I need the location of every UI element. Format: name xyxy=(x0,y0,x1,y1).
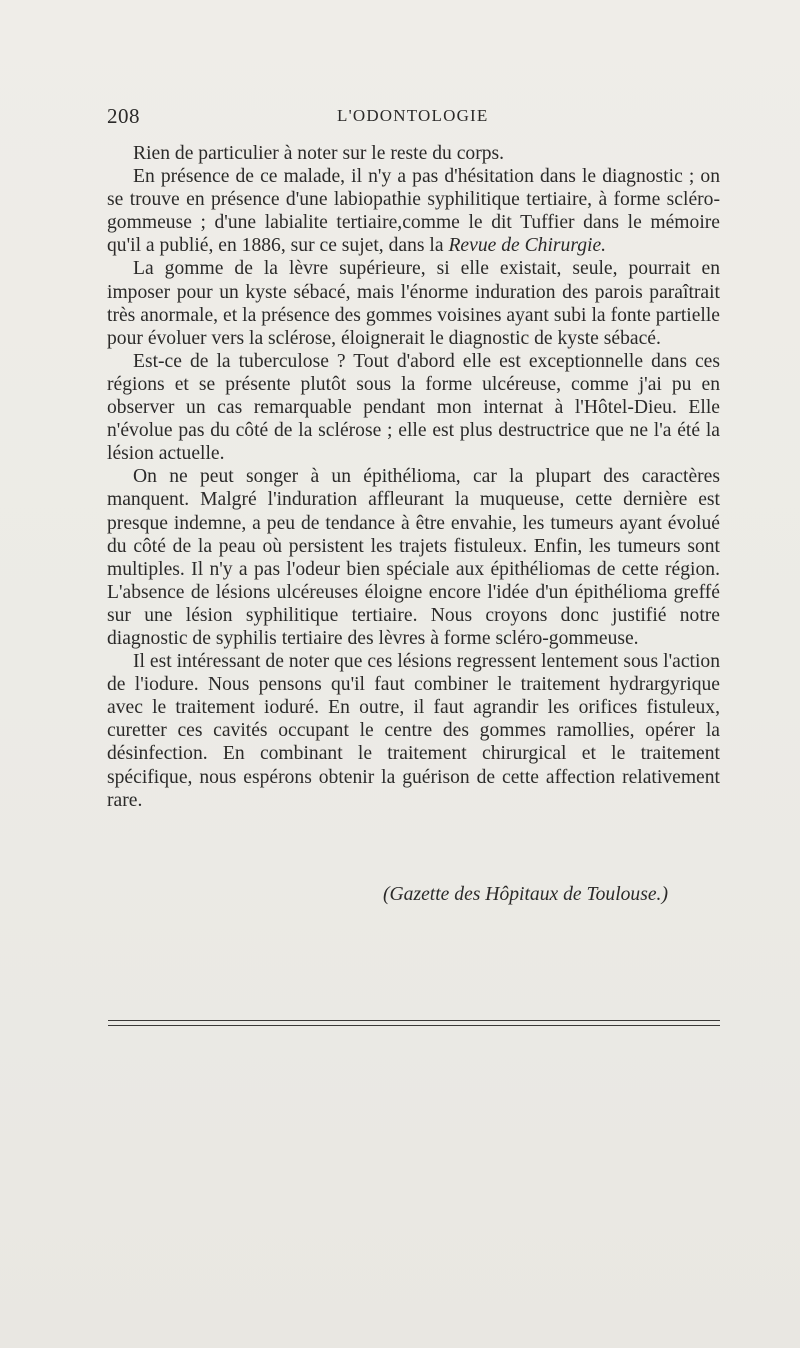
page-header xyxy=(107,104,719,134)
double-rule-divider xyxy=(108,1020,720,1026)
running-head: L'ODONTOLOGIE xyxy=(337,106,489,125)
paragraph-4: Est-ce de la tuberculose ? Tout d'abord elle est exceptionnelle dans ces régions et se présente plutôt sous la forme ulcéreuse, comme j'ai pu en observer un cas remarquable pendant mon internat à l'Hôtel-Dieu. Elle n'évolue pas du côté de la sclérose ; elle est plus destructrice que ne l'a été la lésion actuelle. xyxy=(107,350,720,465)
paragraph-3: La gomme de la lèvre supérieure, si elle existait, seule, pourrait en imposer pour un kyste sébacé, mais l'énorme induration des parois paraîtrait très anormale, et la présence des gommes voisines ayant subi la fonte partielle pour évoluer vers la sclérose, éloignerait le diagnostic de kyste sébacé. xyxy=(107,258,720,349)
paragraph-6: Il est intéressant de noter que ces lésions regressent lentement sous l'action de l'iodure. Nous pensons qu'il faut combiner le traitement hydrargyrique avec le traitement ioduré. En outre, il faut agrandir les orifices fistuleux, curetter ces cavités occupant le centre des gommes ramollies, opérer la désinfection. En combinant le traitement chirurgical et le traitement spécifique, nous espérons obtenir la guérison de cette affection relativement rare. xyxy=(107,651,720,811)
body-text xyxy=(107,142,720,812)
source-citation: (Gazette des Hôpitaux de Toulouse.) xyxy=(383,884,668,905)
paragraph-2 xyxy=(107,165,720,257)
paragraph-1: Rien de particulier à noter sur le reste du corps. xyxy=(133,143,505,164)
paragraph-5: On ne peut songer à un épithélioma, car la plupart des caractères manquent. Malgré l'induration affleurant la muqueuse, cette dernière est presque indemne, a peu de tendance à être envahie, les tumeurs ayant évolué du côté de la peau où persistent les trajets fistuleux. Enfin, les tumeurs sont multiples. Il n'y a pas l'odeur bien spéciale aux épithéliomas de cette région. L'absence de lésions ulcéreuses éloigne encore l'idée d'un épithélioma greffé sur une lésion syphilitique tertiaire. Nous croyons donc justifié notre diagnostic de syphilis tertiaire des lèvres à forme scléro-gommeuse. xyxy=(107,466,720,649)
paragraph-2-text: En présence de ce malade, il n'y a pas d'hésitation dans le diagnostic ; on se trouve en présence d'une labiopathie syphilitique tertiaire, à forme scléro-gommeuse ; d'une labialite tertiaire,comme le dit Tuffier dans le mémoire qu'il a publié, en 1886, sur ce sujet, dans la xyxy=(107,166,720,257)
page-number: 208 xyxy=(107,104,140,128)
revue-title: Revue de Chirurgie. xyxy=(448,235,607,257)
